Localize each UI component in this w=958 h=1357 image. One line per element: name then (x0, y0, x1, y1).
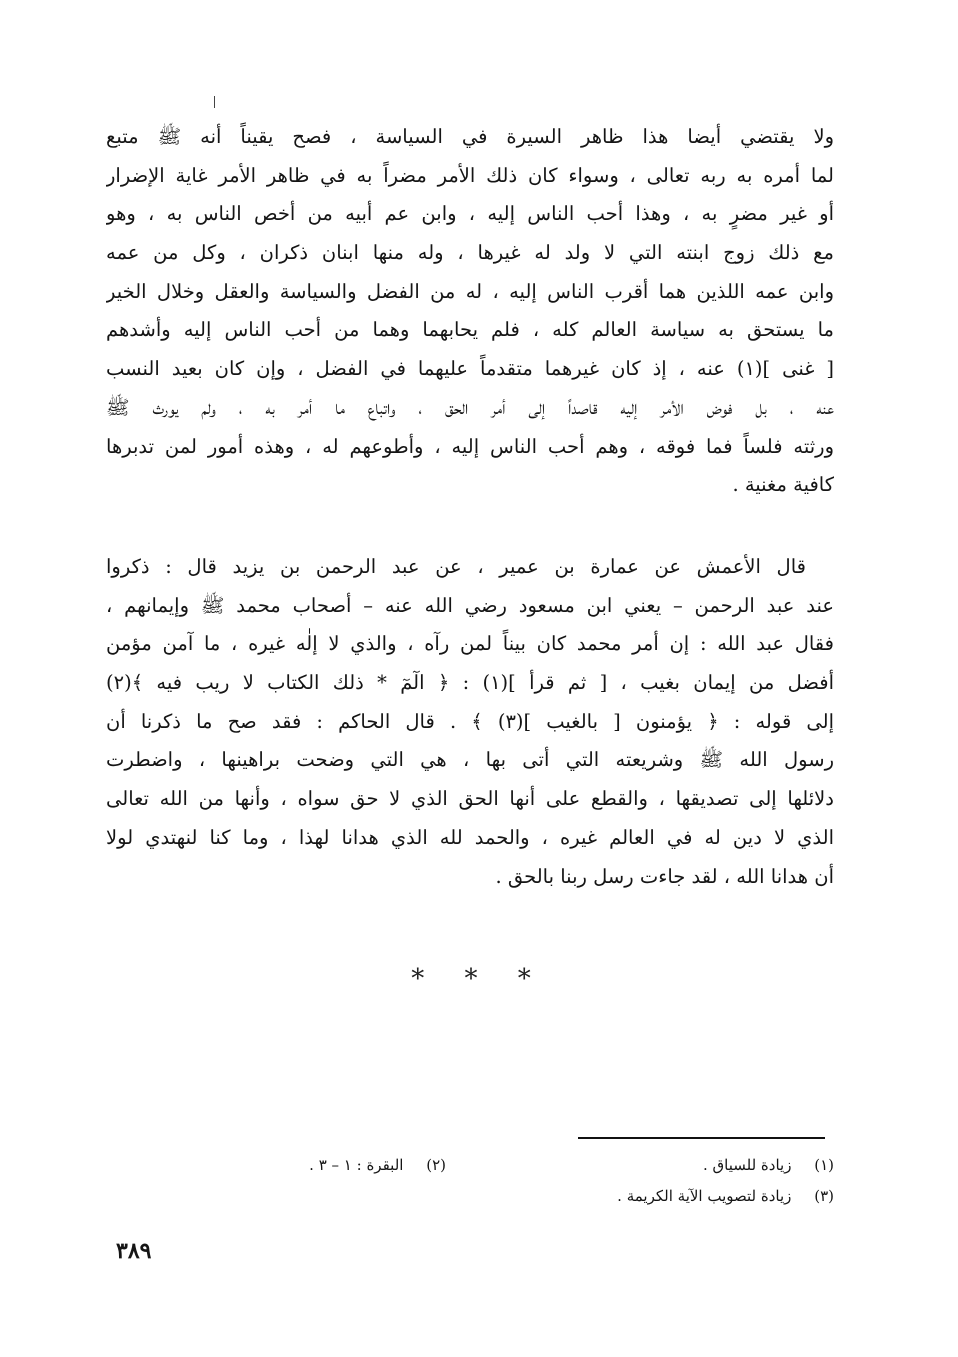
text-line: ورثته فلساً فما فوقه ، وهم أحب الناس إليه ، وأطوعهم له ، وهذه أمور لمن تدبرها (106, 434, 834, 458)
text-line: كافية مغنية . (732, 473, 834, 497)
paragraph-1 (106, 118, 834, 505)
text-line: دلائلها إلى تصديقها ، والقطع على أنها الحق الذي لا حق سواه ، وأنها من الله تعالى (106, 787, 834, 811)
text-line: أن هدانا الله ، لقد جاءت رسل ربنا بالحق . (495, 864, 834, 888)
footnote-number: (٣) (814, 1187, 834, 1205)
footnote-rule (578, 1137, 825, 1139)
footnote-text: البقرة : ١ – ٣ . (309, 1156, 404, 1174)
text-line: عنه ، بل فوض الأمر إليه قاصداً إلى أمر الحق ، واتباع ما أمر به ، ولم يورث ﷺ (106, 395, 834, 419)
page-number: ٣٨٩ (116, 1238, 152, 1264)
text-line: رسول الله ﷺ وشريعته التي أتى بها ، هي التي وضحت براهينها ، واضطرت (106, 748, 834, 772)
text-line: لما أمره به ربه تعالى ، وسواء كان ذلك الأمر مضراً به في ظاهر الأمر غاية الإضرار (106, 163, 834, 187)
text-line: مع ذلك زوج ابنته التي لا ولد له غيرها ، وله منها ابنان ذكران ، وكل من عمه (106, 241, 834, 265)
printer-mark (214, 96, 215, 108)
text-line: فقال عبد الله : إن أمر محمد كان بيناً لمن رآه ، والذي لا إلٰه غيره ، ما آمن مؤمن (106, 632, 834, 656)
text-line: قال الأعمش عن عمارة بن عمير ، عن عبد الرحمن بن يزيد قال : ذكروا (106, 555, 806, 578)
footnote-text: زيادة لتصويب الآية الكريمة . (617, 1187, 792, 1205)
footnote-1 (703, 1156, 834, 1174)
text-line: ولا يقتضي أيضا هذا ظاهر السيرة في السياسة ، فصح يقيناً أنه ﷺ متبع (106, 125, 834, 148)
section-separator: * * * (411, 964, 547, 994)
text-line: [ غنى ](١) عنه ، إذ كان غيرهما متقدماً عليهما في الفضل ، وإن كان بعيد النسب (106, 357, 834, 381)
text-line: أو غير مضرٍ به ، وهذا أحب الناس إليه ، وابن عم أبيه من أخص الناس به ، وهو (106, 202, 834, 226)
text-line: أفضل من إيمان بغيب ، [ ثم قرأ ](١) : ﴿ الٓمٓ * ذلك الكتاب لا ريب فيه ﴾(٢) (106, 671, 834, 695)
text-line: ما يستحق به سياسة العالم كله ، فلم يحابهما وهما من أحب الناس إليه وأشدهم (106, 318, 834, 342)
footnote-2 (309, 1156, 446, 1174)
footnote-3 (617, 1187, 834, 1205)
paragraph-2 (106, 548, 834, 896)
text-line: وابن عمه اللذين هما أقرب الناس إليه ، له من الفضل والسياسة والعقل وخلال الخير (106, 279, 834, 303)
text-line: الذي لا دين له في العالم غيره ، والحمد لله الذي هدانا لهذا ، وما كنا لنهتدي لولا (106, 825, 834, 849)
footnote-text: زيادة للسياق . (702, 1156, 792, 1174)
text-line: إلى قوله : ﴿ يؤمنون [ بالغيب ](٣) ﴾ . قال الحاكم : فقد صح ما ذكرنا أن (106, 709, 834, 733)
text-line: عند عبد الرحمن – يعني ابن مسعود رضي الله عنه – أصحاب محمد ﷺ وإيمانهم ، (106, 593, 834, 617)
footnote-number: (٢) (426, 1156, 446, 1174)
footnote-number: (١) (814, 1156, 834, 1174)
